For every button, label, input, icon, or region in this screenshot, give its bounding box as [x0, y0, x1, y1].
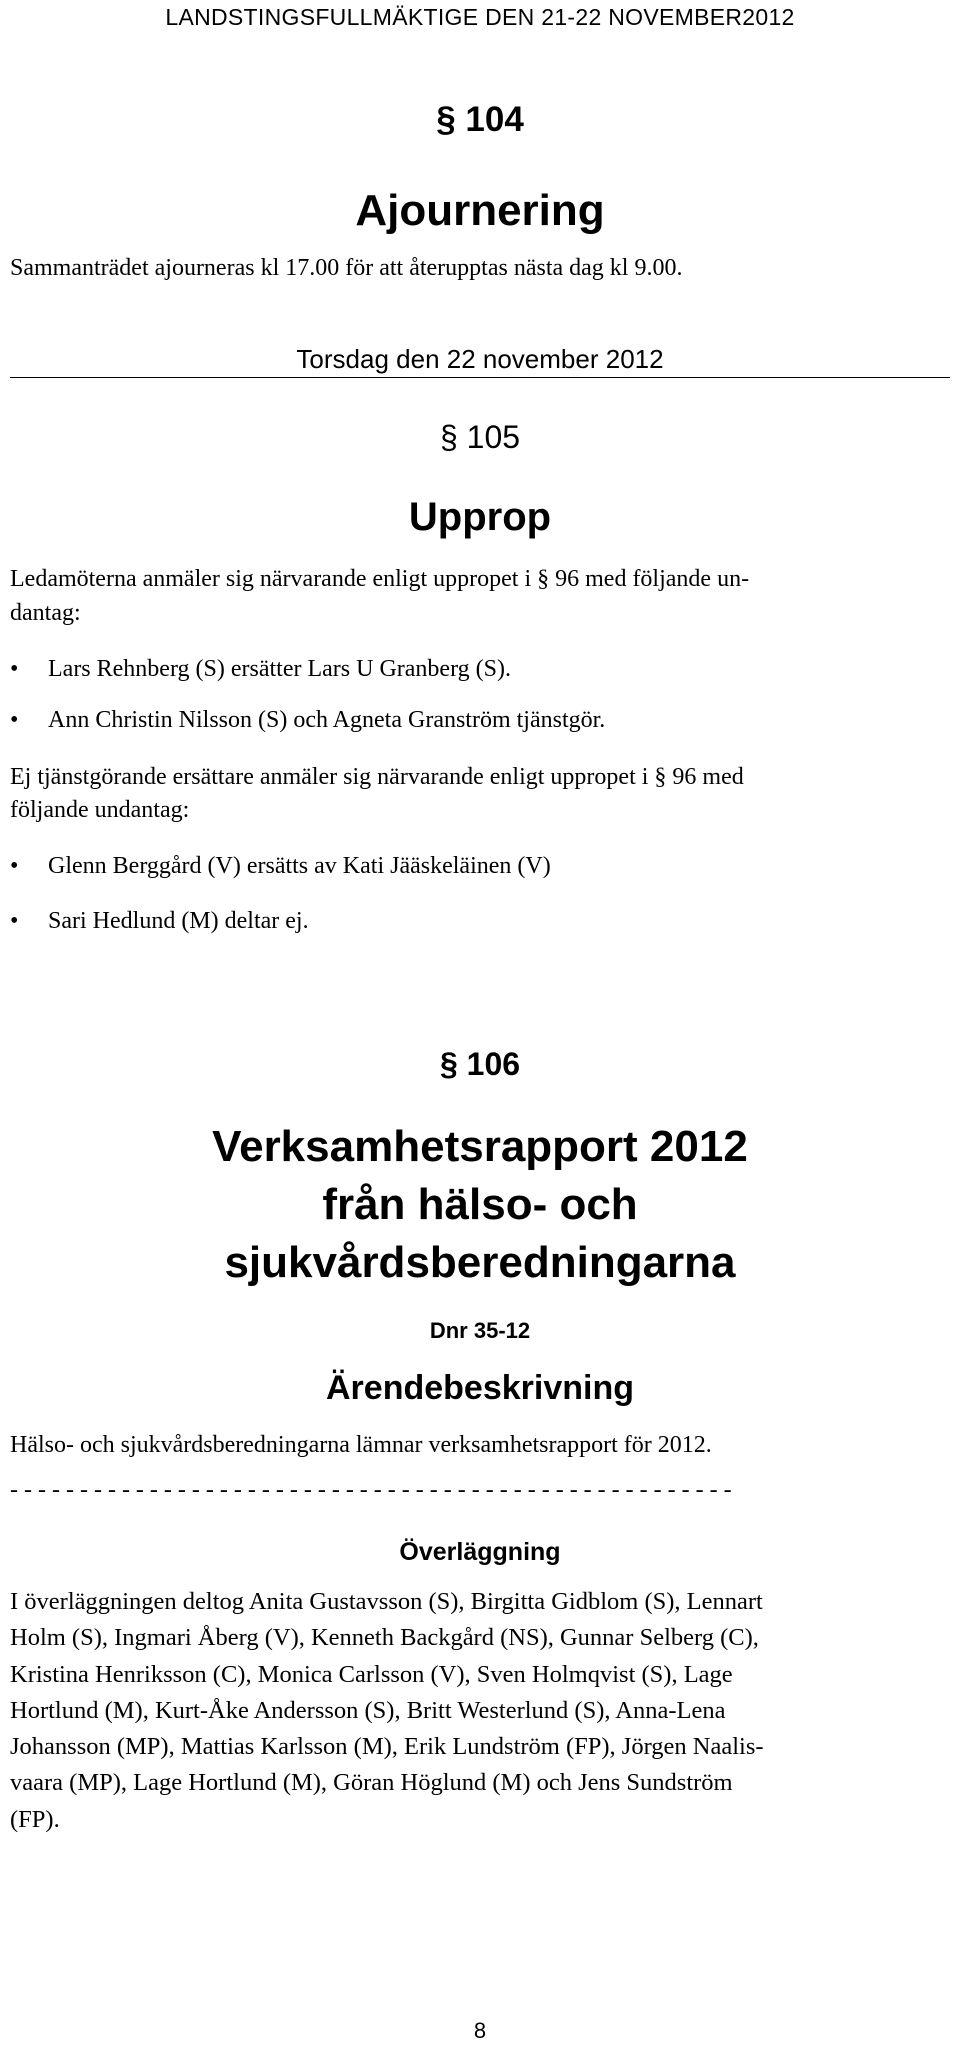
- section-106-heading-line2: från hälso- och: [322, 1180, 638, 1229]
- list-item: • Ann Christin Nilsson (S) och Agneta Granström tjänstgör.: [0, 707, 605, 734]
- date-heading-rule: [10, 377, 950, 378]
- section-105-para2-line1: Ej tjänstgörande ersättare anmäler sig närvarande enligt uppropet i § 96 med: [10, 764, 744, 790]
- section-104-number: § 104: [436, 100, 524, 139]
- debate-line: Johansson (MP), Mattias Karlsson (M), Erik Lundström (FP), Jörgen Naalis-: [10, 1733, 764, 1761]
- page-number: 8: [473, 2018, 487, 2043]
- section-105-intro-line1: Ledamöterna anmäler sig närvarande enligt uppropet i § 96 med följande un-: [10, 566, 750, 592]
- section-104-heading: Ajournering: [355, 186, 605, 235]
- section-106-heading-line1: Verksamhetsrapport 2012: [212, 1122, 748, 1171]
- debate-line: I överläggningen deltog Anita Gustavsson (S), Birgitta Gidblom (S), Lennart: [10, 1588, 763, 1615]
- date-heading: Torsdag den 22 november 2012: [296, 344, 664, 374]
- list-item: • Lars Rehnberg (S) ersätter Lars U Granberg (S).: [0, 656, 605, 707]
- debate-line: Kristina Henriksson (C), Monica Carlsson (V), Sven Holmqvist (S), Lage: [10, 1660, 733, 1688]
- running-header: LANDSTINGSFULLMÄKTIGE DEN 21-22 NOVEMBER2012: [165, 4, 795, 30]
- section-106-dnr: Dnr 35-12: [429, 1318, 531, 1343]
- debate-line: Holm (S), Ingmari Åberg (V), Kenneth Backgård (NS), Gunnar Selberg (C),: [10, 1624, 759, 1652]
- section-104-text: Sammanträdet ajourneras kl 17.00 för att återupptas nästa dag kl 9.00.: [10, 255, 683, 281]
- section-105-intro-line2: dantag:: [10, 600, 81, 626]
- separator-line: - - - - - - - - - - - - - - - - - - - - - - - - - - - - - - - - - - - - - - - - - - - - - - - - - - - -: [10, 1477, 732, 1503]
- section-106-heading-line3: sjukvårdsberedningarna: [224, 1238, 736, 1287]
- substitute-list: [0, 853, 551, 935]
- debate-paragraph: [10, 1584, 764, 1838]
- absence-list: [0, 656, 605, 734]
- section-105-number: § 105: [439, 419, 521, 455]
- section-106-number: § 106: [439, 1046, 521, 1082]
- debate-heading: Överläggning: [399, 1538, 561, 1566]
- section-105-para2-line2: följande undantag:: [10, 797, 190, 823]
- section-106-subheading: Ärendebeskrivning: [326, 1369, 634, 1407]
- debate-line: Hortlund (M), Kurt-Åke Andersson (S), Britt Westerlund (S), Anna-Lena: [10, 1696, 726, 1724]
- section-105-heading: Upprop: [408, 495, 552, 539]
- list-item: • Glenn Berggård (V) ersätts av Kati Jääskeläinen (V): [0, 853, 551, 908]
- debate-line: vaara (MP), Lage Hortlund (M), Göran Höglund (M) och Jens Sundström: [10, 1769, 733, 1797]
- debate-line: (FP).: [10, 1805, 60, 1833]
- section-106-description: Hälso- och sjukvårdsberedningarna lämnar verksamhetsrapport för 2012.: [10, 1432, 712, 1458]
- list-item: • Sari Hedlund (M) deltar ej.: [0, 908, 551, 935]
